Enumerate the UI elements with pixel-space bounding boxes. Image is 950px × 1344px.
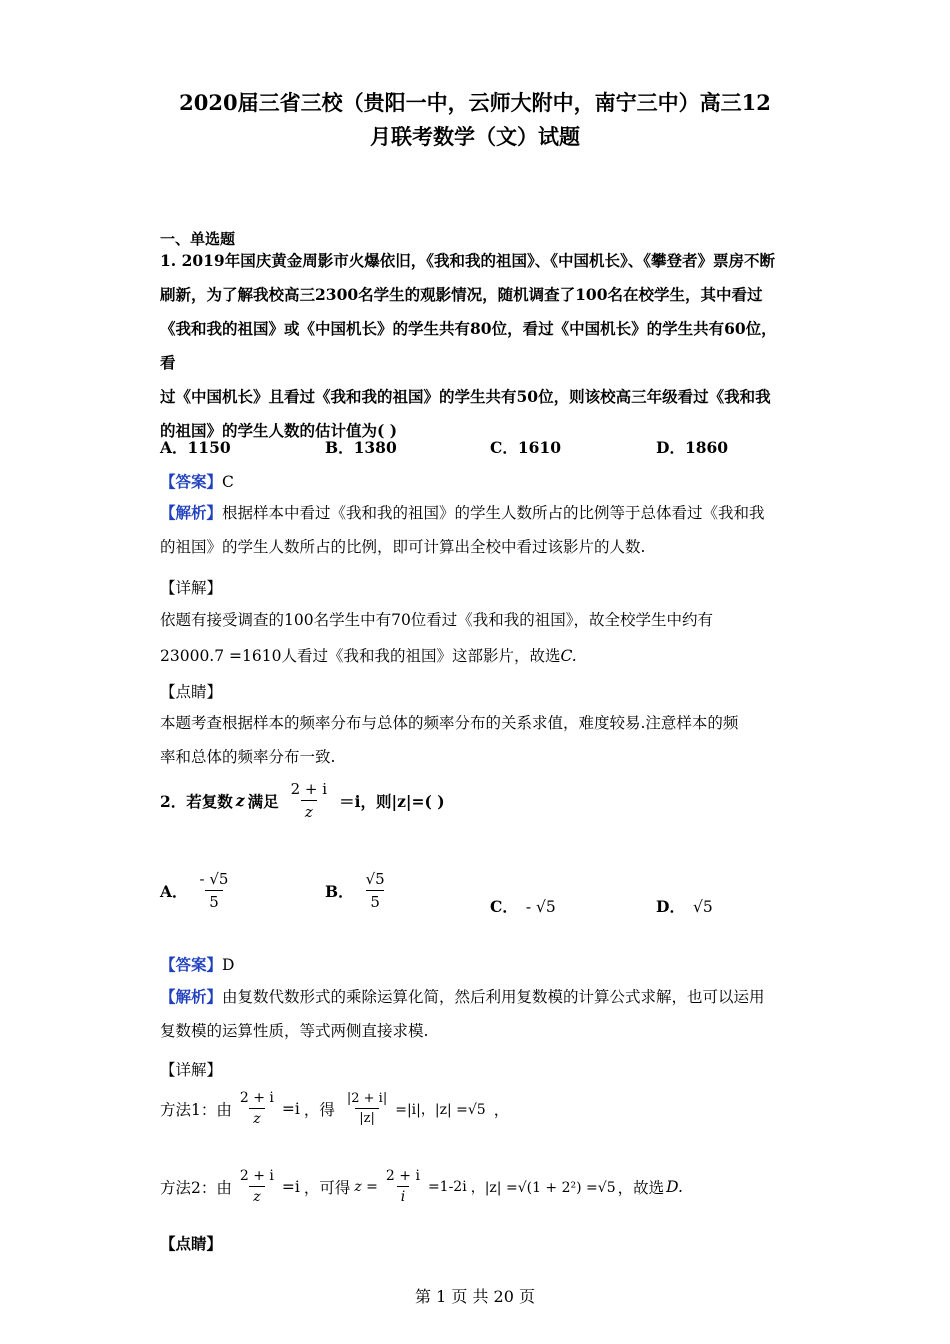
detail-text: 依题有接受调查的100名学生中有70位看过《我和我的祖国》，故全校学生中约有 (160, 611, 714, 629)
q2-answer (160, 953, 234, 975)
page-footer: 第 1 页 共 20 页 (415, 1287, 535, 1306)
q2-option-d (656, 895, 713, 917)
option-label: A． (160, 881, 188, 901)
option-label: C． (490, 897, 518, 916)
q1-option-b: B．1380 (325, 438, 397, 457)
q1-stem-line: 1. 2019年国庆黄金周影市火爆依旧，《我和我的祖国》、《中国机长》、《攀登者》票房不断 (160, 251, 775, 270)
method2-fraction (236, 1168, 278, 1205)
analysis-text: 根据样本中看过《我和我的祖国》的学生人数所占的比例等于总体看过《我和我 (222, 504, 765, 522)
q1-detail-label: 【详解】 (160, 579, 223, 597)
method-text: ，|z| =√(1 + 2²) =√5 (470, 1179, 616, 1196)
q2-analysis (160, 980, 792, 1048)
q1-stem-line: 刷新，为了解我校高三2300名学生的观影情况，随机调查了100名在校学生，其中看过 (160, 285, 763, 304)
option-label: D． (656, 897, 685, 916)
fraction-denominator: z (301, 800, 317, 821)
fraction-numerator: - √5 (199, 870, 229, 888)
method2-fraction-i (382, 1168, 424, 1205)
method-choice: D. (666, 1177, 683, 1196)
answer-label: 【答案】 (160, 955, 223, 974)
method-label: 方法2：由 (160, 1178, 232, 1197)
method-label: 方法1：由 (160, 1100, 232, 1119)
fraction-numerator: 2 + i (239, 1090, 274, 1106)
q2-var-z: z (235, 791, 245, 810)
option-fraction (362, 870, 389, 911)
q1-stem-line: 《我和我的祖国》或《中国机长》的学生共有80位，看过《中国机长》的学生共有60位，看 (160, 319, 777, 372)
fraction-denominator: |z| (355, 1108, 379, 1126)
method1-fraction-abs (343, 1091, 391, 1126)
q2-method1 (160, 1090, 509, 1127)
q1-option-c: C．1610 (490, 438, 561, 457)
q1-comment (160, 706, 792, 774)
analysis-text: 的祖国》的学生人数所占的比例，即可计算出全校中看过该影片的人数. (160, 538, 646, 556)
q1-stem-line: 过《中国机长》且看过《我和我的祖国》的学生共有50位，则该校高三年级看过《我和我 (160, 387, 771, 406)
q1-stem-line: 的祖国》的学生人数的估计值为( ) (160, 421, 398, 440)
q1-answer (160, 470, 234, 492)
fraction-denominator: z (249, 1108, 264, 1127)
q1-option-a: A．1150 (160, 438, 231, 457)
option-label: B． (325, 881, 354, 901)
q1-detail (160, 602, 792, 674)
method-text: =|i|，|z| =√5 (395, 1101, 486, 1118)
q2-method2 (160, 1168, 683, 1205)
q2-option-a (160, 870, 232, 911)
section-heading: 一、单选题 (160, 230, 236, 248)
fraction-numerator: √5 (365, 870, 385, 888)
q2-stem (160, 780, 445, 821)
method1-fraction (236, 1090, 278, 1127)
q1-analysis (160, 496, 792, 564)
fraction-denominator: 5 (366, 890, 384, 911)
detail-choice: C. (560, 647, 577, 665)
q2-fraction (287, 780, 331, 821)
method-text: ， (493, 1100, 510, 1119)
comment-text: 本题考查根据样本的频率分布与总体的频率分布的关系求值，难度较易.注意样本的频 (160, 714, 739, 732)
q2-option-c (490, 895, 556, 917)
q2-mid: 满足 (247, 791, 279, 811)
analysis-text: 由复数代数形式的乘除运算化简，然后利用复数模的计算公式求解，也可以运用 (222, 988, 765, 1006)
analysis-label: 【解析】 (160, 503, 223, 522)
option-value: √5 (692, 898, 713, 916)
doc-title-line2: 月联考数学（文）试题 (370, 124, 580, 149)
method-text: ，可得 (303, 1178, 351, 1197)
method-text: =i (281, 1099, 300, 1118)
option-fraction (196, 870, 233, 911)
q1-option-d: D．1860 (656, 438, 729, 457)
q2-prefix: 2．若复数 (160, 791, 233, 811)
fraction-denominator: z (249, 1186, 264, 1205)
method-text: ，得 (303, 1100, 335, 1119)
method-text: ，故选 (617, 1178, 665, 1197)
fraction-denominator: 5 (205, 890, 223, 911)
q1-stem (160, 244, 792, 448)
q2-eq: ＝i，则|z|=( ) (339, 791, 445, 811)
q2-option-b (325, 870, 389, 911)
fraction-denominator: i (397, 1186, 409, 1205)
analysis-text: 复数模的运算性质，等式两侧直接求模. (160, 1022, 429, 1040)
method-text: =i (281, 1177, 300, 1196)
answer-value: D (222, 956, 235, 974)
q1-comment-label: 【点睛】 (160, 683, 223, 701)
fraction-numerator: 2 + i (290, 780, 328, 798)
fraction-numerator: 2 + i (239, 1168, 274, 1184)
method-text: =1-2i (427, 1178, 467, 1195)
fraction-numerator: 2 + i (385, 1168, 420, 1184)
method-text: z = (354, 1178, 378, 1195)
answer-value: C (222, 473, 234, 491)
analysis-label: 【解析】 (160, 987, 223, 1006)
answer-label: 【答案】 (160, 472, 223, 491)
option-value: - √5 (525, 898, 556, 916)
doc-title-line1: 2020届三省三校（贵阳一中，云师大附中，南宁三中）高三12 (179, 90, 771, 115)
q2-detail-label: 【详解】 (160, 1061, 223, 1079)
detail-text: 23000.7 =1610人看过《我和我的祖国》这部影片，故选 (160, 647, 561, 665)
fraction-numerator: |2 + i| (346, 1091, 388, 1106)
comment-text: 率和总体的频率分布一致. (160, 748, 336, 766)
q2-comment-label: 【点睛】 (160, 1234, 223, 1253)
